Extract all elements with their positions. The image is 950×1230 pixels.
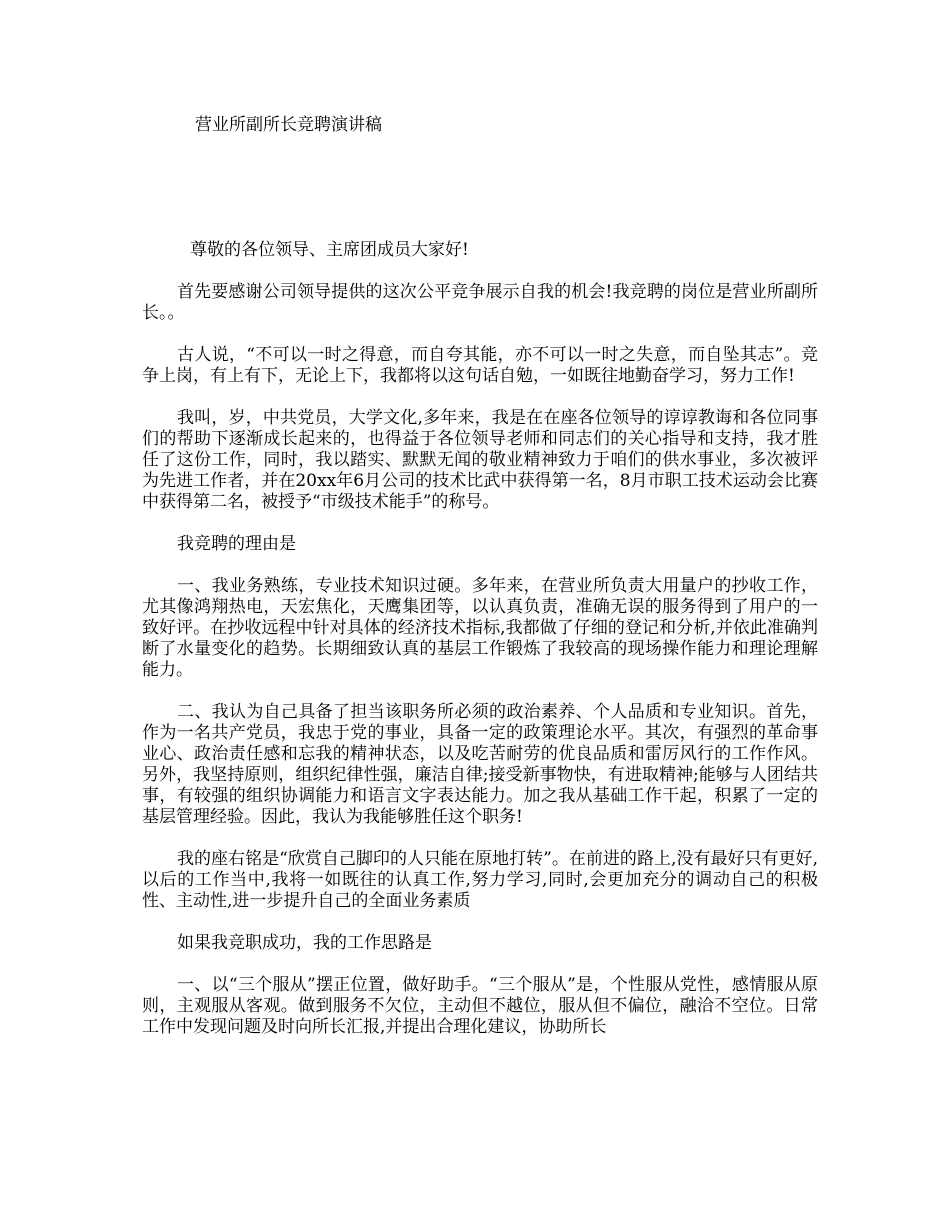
paragraph-reasons-heading: 我竞聘的理由是 <box>177 534 296 554</box>
paragraph-reason-two: 二、我认为自己具备了担当该职务所必须的政治素养、个人品质和专业知识。首先，作为一名共产党员，我忠于党的事业，具备一定的政策理论水平。其次，有强烈的革命事业心、政治责任感和忘我的精神状态，以及吃苦耐劳的优良品质和雷厉风行的工作作风。另外，我坚持原则，组织纪律性强，廉洁自律;接受新事物快，有进取精神;能够与人团结共事，有较强的组织协调能力和语言文字表达能力。加之我从基础工作干起，积累了一定的基层管理经验。因此，我认为我能够胜任这个职务! <box>142 702 818 827</box>
document-title: 营业所副所长竞聘演讲稿 <box>195 115 382 135</box>
paragraph-plan-one: 一、以“三个服从”摆正位置，做好助手。“三个服从”是，个性服从党性，感情服从原则，主观服从客观。做到服务不欠位，主动但不越位，服从但不偏位，融洽不空位。日常工作中发现问题及时向所长汇报,并提出合理化建议，协助所长 <box>142 975 818 1037</box>
paragraph-motto: 我的座右铭是“欣赏自己脚印的人只能在原地打转”。在前进的路上,没有最好只有更好,以后的工作当中,我将一如既往的认真工作,努力学习,同时,会更加充分的调动自己的积极性、主动性,进一步提升自己的全面业务素质 <box>142 849 818 911</box>
paragraph-plan-heading: 如果我竞职成功，我的工作思路是 <box>177 933 432 953</box>
document-body <box>142 240 818 1059</box>
paragraph-self-intro: 我叫，岁，中共党员，大学文化,多年来，我是在在座各位领导的谆谆教诲和各位同事们的帮助下逐渐成长起来的，也得益于各位领导老师和同志们的关心指导和支持，我才胜任了这份工作，同时，我以踏实、默默无闻的敬业精神致力于咱们的供水事业，多次被评为先进工作者，并在20xx年6月公司的技术比武中获得第一名，8月市职工技术运动会比赛中获得第二名，被授予“市级技术能手”的称号。 <box>142 408 818 512</box>
paragraph-quote: 古人说，“不可以一时之得意，而自夸其能，亦不可以一时之失意，而自坠其志”。竞争上岗，有上有下，无论上下，我都将以这句话自勉，一如既往地勤奋学习，努力工作! <box>142 345 818 386</box>
paragraph-thanks: 首先要感谢公司领导提供的这次公平竞争展示自我的机会!我竞聘的岗位是营业所副所长。。 <box>142 282 818 323</box>
paragraph-reason-one: 一、我业务熟练，专业技术知识过硬。多年来，在营业所负责大用量户的抄收工作，尤其像鸿翔热电，天宏焦化，天鹰集团等，以认真负责，准确无误的服务得到了用户的一致好评。在抄收远程中针对具体的经济技术指标,我都做了仔细的登记和分析,并依此准确判断了水量变化的趋势。长期细致认真的基层工作锻炼了我较高的现场操作能力和理论理解能力。 <box>142 576 818 680</box>
greeting: 尊敬的各位领导、主席团成员大家好! <box>190 240 469 260</box>
